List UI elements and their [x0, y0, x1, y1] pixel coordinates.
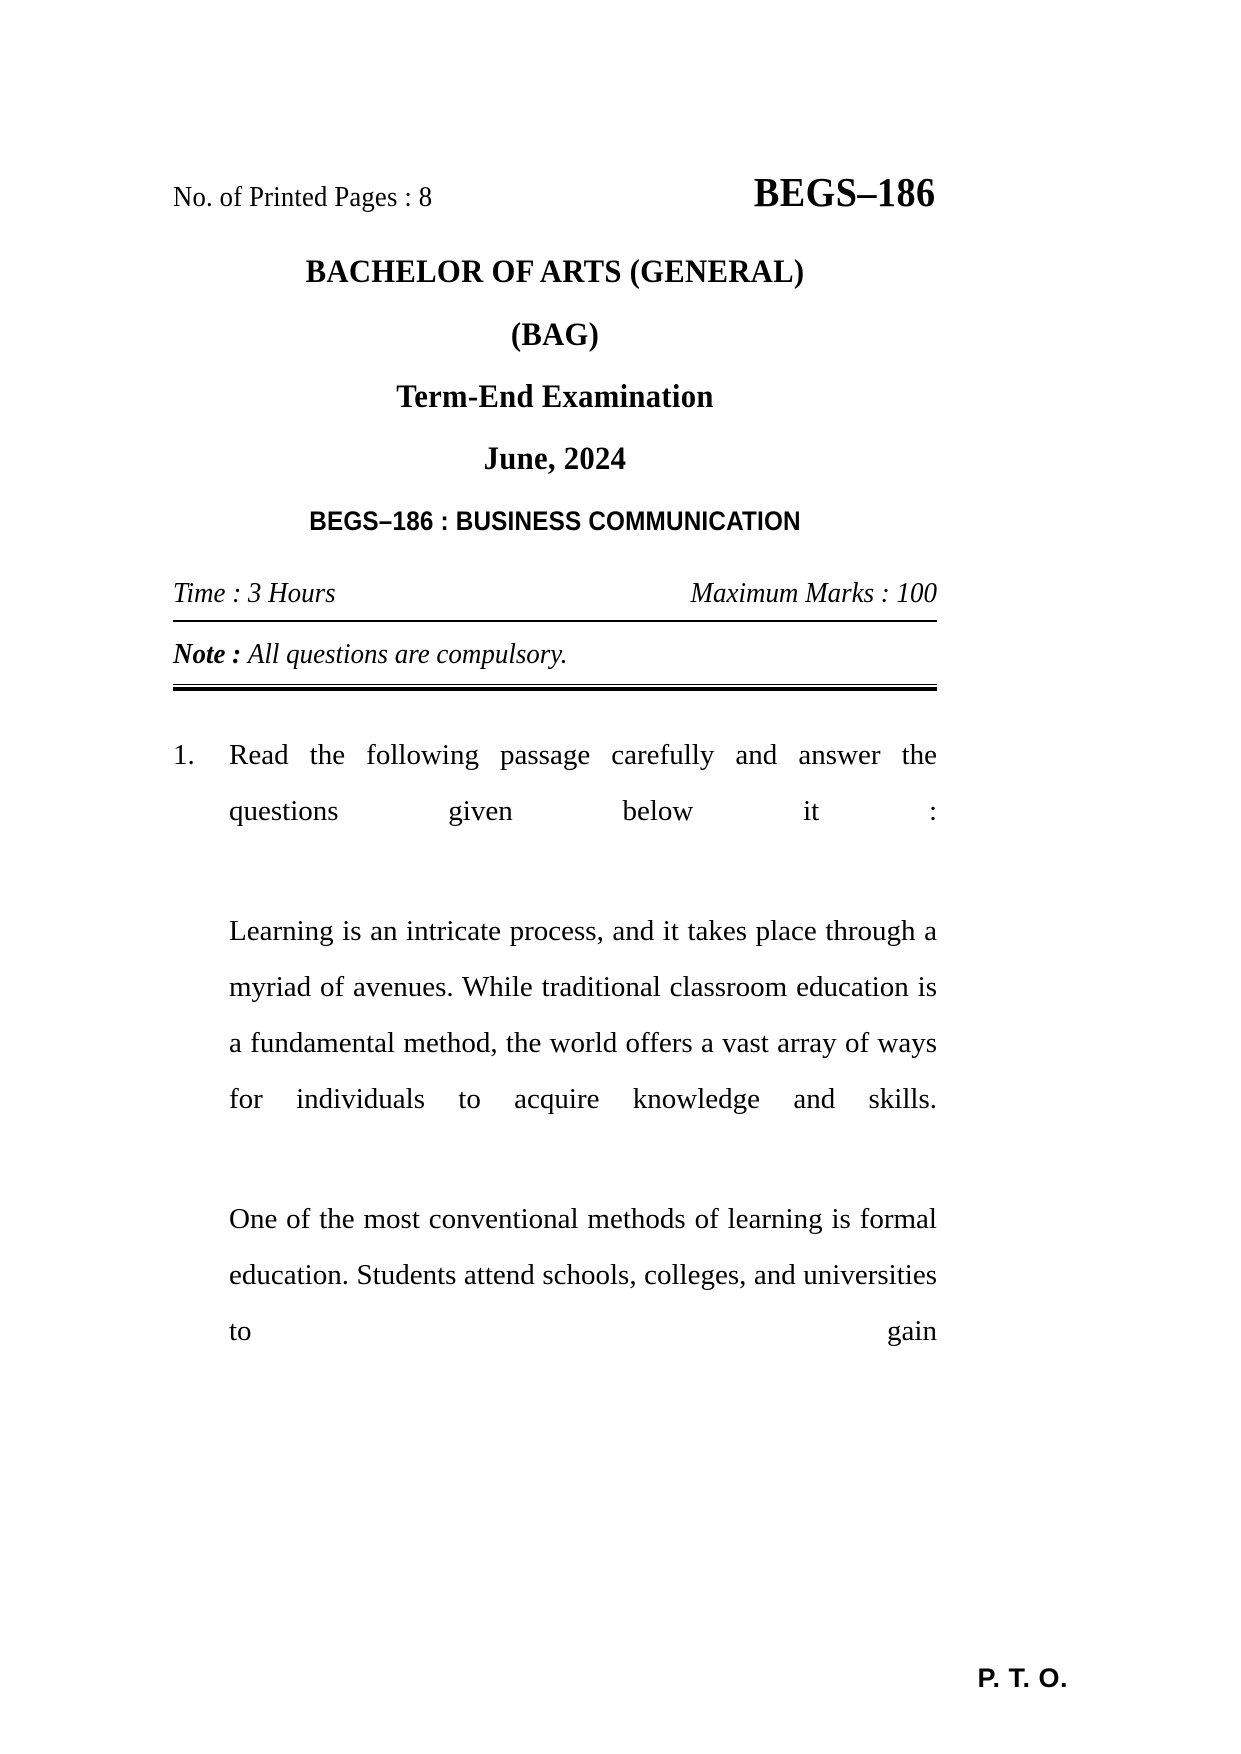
examination-type: Term-End Examination: [396, 379, 714, 415]
note-label: Note :: [173, 638, 242, 670]
question-body: [229, 727, 937, 1415]
title-block: [173, 256, 937, 537]
maximum-marks: Maximum Marks : 100: [690, 577, 937, 609]
programme-title: BACHELOR OF ARTS (GENERAL): [305, 254, 805, 290]
note-text: All questions are compulsory.: [247, 638, 568, 670]
programme-abbreviation: (BAG): [510, 317, 600, 353]
rule-thin: [173, 684, 937, 685]
printed-pages-label: No. of Printed Pages : 8: [173, 181, 433, 213]
question-item: [173, 727, 937, 1415]
question-instruction: Read the following passage carefully and answer the questions given below it :: [229, 739, 937, 827]
rule-thick: [173, 687, 937, 691]
page-turn-over-label: P. T. O.: [977, 1663, 1068, 1693]
question-number: 1.: [173, 739, 195, 771]
questions-block: [173, 727, 937, 1415]
note-row: [173, 638, 884, 671]
passage-paragraph-1: Learning is an intricate process, and it takes place through a myriad of avenues. While traditional classroom education is a fundamental method, the world offers a vast array of ways for individuals to acquire knowledge and skills.: [229, 915, 937, 1115]
page-content: [173, 0, 937, 1415]
note-divider-double-rule: [173, 684, 937, 691]
examination-session: June, 2024: [483, 441, 627, 477]
paper-code: BEGS–186: [753, 169, 936, 215]
course-subject-title: BEGS–186 : BUSINESS COMMUNICATION: [309, 506, 801, 536]
passage-paragraph-2: One of the most conventional methods of learning is formal education. Students attend schools, colleges, and universities to gain: [229, 1203, 937, 1347]
header-row: [173, 168, 937, 214]
time-allowed: Time : 3 Hours: [173, 577, 336, 609]
exam-meta-row: [173, 577, 937, 610]
meta-divider-rule: [173, 620, 937, 622]
